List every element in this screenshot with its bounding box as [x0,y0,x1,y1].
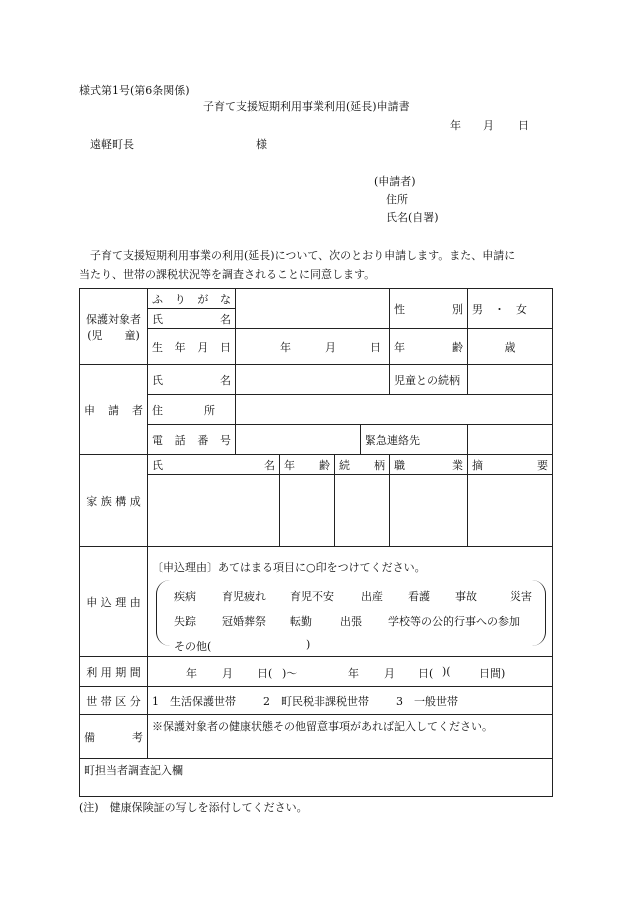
staff-entry-field[interactable]: 町担当者調査記入欄 [80,759,553,797]
family-header-job: 職 業 [390,455,468,475]
intro-line-1: 子育て支援短期利用事業の利用(延長)について、次のとおり申請します。また、申請に [90,249,516,262]
family-age-field[interactable] [280,475,335,547]
applicant-name-field[interactable] [236,365,390,395]
applicant-phone-label: 電 話 番 号 [148,425,236,455]
footnote: (注) 健康保険証の写しを添付してください。 [79,801,308,814]
family-header-relation: 続 柄 [335,455,390,475]
addressee-name: 遠軽町長 [90,138,134,151]
applicant-emergency-label: 緊急連絡先 [361,425,468,455]
reason-option[interactable]: 出産 [361,589,383,603]
reason-option[interactable]: 出張 [340,614,362,628]
applicant-phone-field[interactable] [236,425,361,455]
applicant-emergency-field[interactable] [468,425,553,455]
reason-option[interactable]: 学校等の公的行事への参加 [388,614,520,628]
applicant-address-label: 住所 [386,193,408,206]
applicant-name-label: 氏名(自署) [386,211,439,224]
reason-option[interactable]: 冠婚葬祭 [222,614,266,628]
form-number: 様式第1号(第6条関係) [79,84,190,97]
addressee-honorific: 様 [256,138,267,151]
application-form-table [79,288,553,797]
applicant-address-label-cell: 住 所 [148,395,236,425]
family-header-note: 摘 要 [468,455,553,475]
household-label: 世 帯 区 分 [80,687,148,715]
period-field[interactable]: 年 月 日( )〜 年 月 日( )( 日間) [148,657,553,687]
reason-option[interactable]: 事故 [455,589,477,603]
reason-option[interactable]: 失踪 [174,614,196,628]
applicant-relation-field[interactable] [468,365,553,395]
family-job-field[interactable] [390,475,468,547]
date-month: 月 [483,119,494,132]
applicant-section-label: 申 請 者 [80,365,148,455]
reason-option-other[interactable]: その他( [174,639,212,653]
child-age-field[interactable]: 歳 [468,329,553,365]
household-option[interactable]: 3 一般世帯 [396,694,458,708]
child-furigana-label: ふ り が な [148,289,236,309]
reason-field [148,547,553,657]
reason-option[interactable]: 看護 [408,589,430,603]
family-relation-field[interactable] [335,475,390,547]
household-option[interactable]: 1 生活保護世帯 [152,694,236,708]
reason-option[interactable]: 疾病 [174,589,196,603]
family-note-field[interactable] [468,475,553,547]
period-label: 利 用 期 間 [80,657,148,687]
child-name-label: 氏 名 [148,309,236,329]
reason-option[interactable]: 育児疲れ [222,589,266,603]
reason-option[interactable]: 育児不安 [290,589,334,603]
applicant-address-field[interactable] [236,395,553,425]
reason-option[interactable]: 転勤 [290,614,312,628]
date-year: 年 [450,119,461,132]
child-sex-label: 性 別 [390,289,468,329]
family-header-age: 年 齢 [280,455,335,475]
intro-line-2: 当たり、世帯の課税状況等を調査されることに同意します。 [79,268,376,281]
applicant-label: (申請者) [374,175,416,188]
reason-instruction: 〔申込理由〕あてはまる項目に○印をつけてください。 [152,560,426,574]
child-sex-options[interactable]: 男 ・ 女 [468,289,553,329]
child-name-field[interactable] [236,289,390,329]
remarks-label: 備 考 [80,715,148,759]
family-name-field[interactable] [148,475,280,547]
applicant-relation-label: 児童との続柄 [390,365,468,395]
child-dob-field[interactable]: 年 月 日 [236,329,390,365]
reason-section-label: 申 込 理 由 [80,547,148,657]
applicant-name-label-cell: 氏 名 [148,365,236,395]
reason-other-close: ) [306,637,311,651]
child-section-label: 保護対象者 (児 童) [80,289,148,365]
date-day: 日 [518,119,529,132]
household-options [148,687,553,715]
family-header-name: 氏 名 [148,455,280,475]
child-age-label: 年 齢 [390,329,468,365]
form-title: 子育て支援短期利用事業利用(延長)申請書 [203,100,410,113]
reason-option[interactable]: 災害 [510,589,532,603]
remarks-field[interactable]: ※保護対象者の健康状態その他留意事項があれば記入してください。 [148,715,553,759]
child-dob-label: 生 年 月 日 [148,329,236,365]
family-section-label: 家 族 構 成 [80,455,148,547]
household-option[interactable]: 2 町民税非課税世帯 [263,694,369,708]
